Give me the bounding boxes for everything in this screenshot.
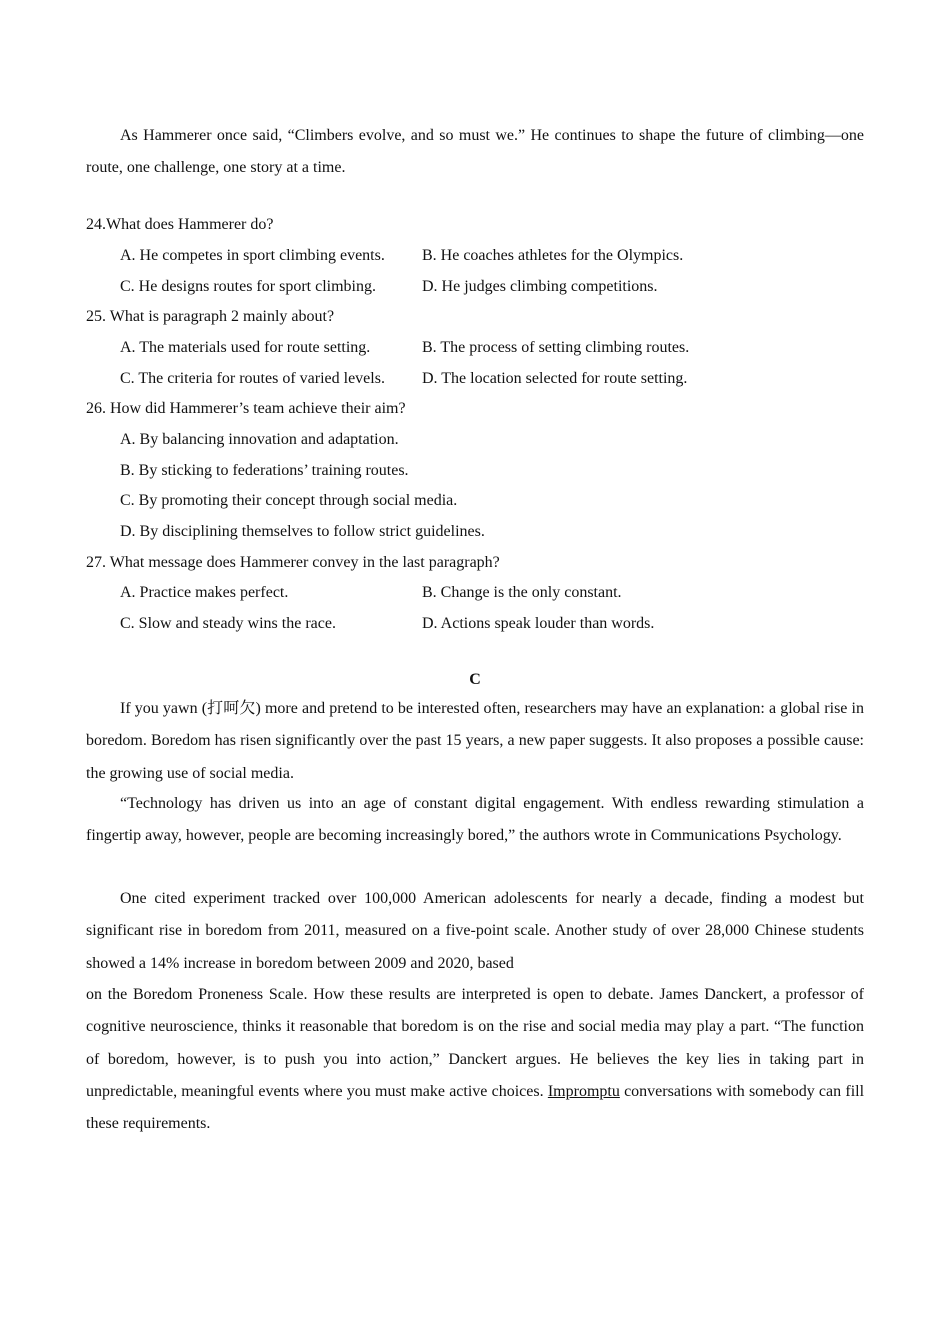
question-24-option-b[interactable]: B. He coaches athletes for the Olympics. [422,247,684,264]
question-24-stem: 24.What does Hammerer do? [86,216,274,233]
question-26-stem: 26. How did Hammerer’s team achieve their aim? [86,400,406,417]
section-c-heading: C [469,671,481,688]
question-24-option-a[interactable]: A. He competes in sport climbing events. [120,247,385,264]
question-26-option-d[interactable]: D. By disciplining themselves to follow strict guidelines. [120,523,485,540]
question-27-option-d[interactable]: D. Actions speak louder than words. [422,615,655,632]
paragraph-3-text-before: on the Boredom Proneness Scale. How these results are interpreted is open to debate. James Danckert, a professor of cognitive neuroscience, thinks it reasonable that boredom is on the rise and social media may play a part. “The function of boredom, however, is to push you into action,” Danckert argues. He believes the key lies in taking part in unpredictable, meaningful events where you must make active choices. [86,986,864,1100]
question-26-option-b[interactable]: B. By sticking to federations’ training routes. [120,462,409,479]
section-c-paragraph-3-part-1: One cited experiment tracked over 100,000 American adolescents for nearly a decade, finding a modest but significant rise in boredom from 2011, measured on a five-point scale. Another study of over 28,000 Chinese students showed a 14% increase in boredom between 2009 and 2020, based [86,890,864,972]
question-25-stem: 25. What is paragraph 2 mainly about? [86,308,335,325]
paragraph-3-text-after: conversations with somebody can fill these requirements. [86,1082,865,1133]
question-27-option-c[interactable]: C. Slow and steady wins the race. [120,615,336,632]
question-27-stem: 27. What message does Hammerer convey in the last paragraph? [86,554,500,571]
question-27-option-b[interactable]: B. Change is the only constant. [422,584,622,601]
closing-paragraph: As Hammerer once said, “Climbers evolve, and so must we.” He continues to shape the future of climbing—one route, one challenge, one story at a time. [86,127,864,177]
question-27-option-a[interactable]: A. Practice makes perfect. [120,584,289,601]
question-26-option-c[interactable]: C. By promoting their concept through social media. [120,492,458,509]
section-c-paragraph-2: “Technology has driven us into an age of constant digital engagement. With endless rewarding stimulation a fingertip away, however, people are becoming increasingly bored,” the authors wrote in Communications Psychology. [86,795,864,845]
question-24-option-d[interactable]: D. He judges climbing competitions. [422,278,658,295]
question-25-option-c[interactable]: C. The criteria for routes of varied levels. [120,370,385,387]
section-c-paragraph-3-part-2 [86,979,864,1140]
underlined-word-impromptu: Impromptu [547,1082,620,1100]
question-25-option-b[interactable]: B. The process of setting climbing routes. [422,339,690,356]
question-26-option-a[interactable]: A. By balancing innovation and adaptation. [120,431,399,448]
question-24-option-c[interactable]: C. He designs routes for sport climbing. [120,278,376,295]
question-25-option-a[interactable]: A. The materials used for route setting. [120,339,371,356]
question-25-option-d[interactable]: D. The location selected for route setting. [422,370,688,387]
section-c-paragraph-1: If you yawn (打呵欠) more and pretend to be interested often, researchers may have an explanation: a global rise in boredom. Boredom has risen significantly over the past 15 years, a new paper suggests. It also proposes a possible cause: the growing use of social media. [86,700,864,782]
